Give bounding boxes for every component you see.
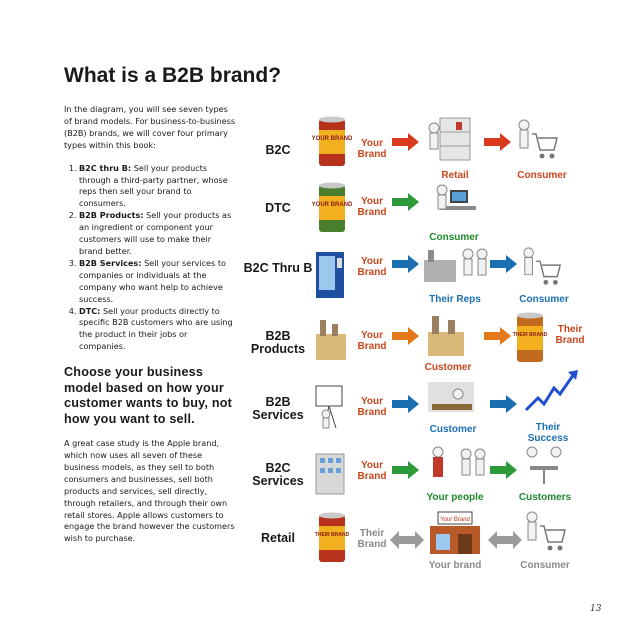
- row-label: B2C Thru B: [243, 261, 313, 275]
- list-item: 4. DTC: Sell your products directly to specific B2B customers who are using the product in their jobs or companies.: [79, 306, 236, 354]
- list-item: 2. B2B Products: Sell your products as an ingredient or component your customers will use to make their brand better.: [79, 210, 236, 258]
- page-title: What is a B2B brand?: [64, 64, 282, 87]
- row-label: B2B Products: [250, 329, 306, 356]
- row-label: B2B Services: [252, 395, 304, 422]
- row-b2c: [240, 112, 580, 181]
- brand-label: Your Brand: [357, 460, 387, 482]
- row-b2c-thru-b: [240, 244, 580, 310]
- arrow-right-icon: [392, 394, 420, 414]
- brand-type-list: [64, 163, 236, 354]
- intro-paragraph: In the diagram, you will see seven types of brand models. For business-to-business (B2B) brands, we will cover four primary types within this book:: [64, 104, 236, 150]
- arrow-right-icon: [490, 254, 518, 274]
- svg-text:THEIR BRAND: THEIR BRAND: [512, 332, 548, 338]
- brand-can-icon: [311, 116, 353, 168]
- row-label: B2C Services: [252, 461, 304, 488]
- row-b2b-services: [240, 376, 580, 442]
- brand-label: Your Brand: [357, 138, 387, 160]
- arrow-right-icon: [392, 192, 420, 212]
- retail-shelf-icon: [426, 114, 478, 164]
- shopping-cart-person-icon: [516, 118, 560, 164]
- svg-text:YOUR BRAND: YOUR BRAND: [311, 202, 353, 208]
- node-label: Their Brand: [555, 324, 585, 346]
- row-b2c-services: [240, 442, 580, 508]
- text-column: [64, 104, 236, 556]
- node-label: Their Success: [527, 422, 569, 444]
- storefront-icon: [426, 510, 484, 558]
- growth-arrow-icon: [524, 366, 580, 416]
- brand-label: Their Brand: [357, 528, 387, 550]
- node-label: Retail: [441, 170, 469, 181]
- factory-reps-icon: [422, 244, 494, 288]
- hotel-building-icon: [312, 446, 348, 498]
- factory-icon: [424, 312, 468, 360]
- brand-can-icon: [512, 312, 548, 364]
- vending-machine-icon: [314, 248, 346, 300]
- table-people-icon: [522, 444, 566, 490]
- service-people-icon: [426, 444, 492, 490]
- presenter-board-icon: [314, 380, 348, 432]
- row-dtc: [240, 178, 580, 244]
- factory-icon: [314, 314, 348, 366]
- svg-text:YOUR BRAND: YOUR BRAND: [311, 136, 353, 142]
- page-number: 13: [590, 604, 602, 614]
- node-label: Your people: [426, 492, 484, 503]
- shopping-cart-person-icon: [524, 510, 568, 556]
- node-label: Consumer: [517, 170, 567, 181]
- list-item: 1. B2C thru B: Sell your products through a third-party partner, whose reps then sell your brand to consumers.: [79, 163, 236, 211]
- arrow-right-icon: [392, 326, 420, 346]
- arrow-right-icon: [392, 132, 420, 152]
- double-arrow-icon: [390, 530, 424, 550]
- node-label: Their Reps: [429, 294, 481, 305]
- brand-label: Your Brand: [357, 196, 387, 218]
- row-label: DTC: [265, 201, 291, 215]
- arrow-right-icon: [484, 132, 512, 152]
- list-item: 3. B2B Services: Sell your services to companies or individuals at the company who want help to achieve success.: [79, 258, 236, 306]
- node-label: Consumer: [429, 232, 479, 243]
- brand-can-icon: [314, 512, 350, 564]
- node-label: Your brand: [428, 560, 482, 571]
- row-label: Retail: [260, 531, 296, 545]
- body-paragraph: A great case study is the Apple brand, which now uses all seven of these business models, as they sell to both consumers and businesses, sell both products and services, sell directly, through retailers, and through their own retail stores. Apple allows customers to engage the brand however the customers wish to purchase.: [64, 438, 235, 544]
- shopping-cart-person-icon: [520, 246, 564, 290]
- brand-label: Your Brand: [357, 396, 387, 418]
- node-label: Customer: [429, 424, 477, 435]
- subheading: Choose your business model based on how your customer wants to buy, not how you want to sell.: [64, 365, 232, 426]
- brand-model-diagram: [240, 106, 585, 576]
- row-retail: [240, 508, 580, 574]
- brand-label: Your Brand: [357, 256, 387, 278]
- arrow-right-icon: [392, 254, 420, 274]
- row-label: B2C: [265, 143, 291, 157]
- brand-label: Your Brand: [357, 330, 387, 352]
- arrow-right-icon: [490, 394, 518, 414]
- arrow-right-icon: [484, 326, 512, 346]
- node-label: Consumer: [520, 560, 570, 571]
- svg-text:Your Brand: Your Brand: [440, 517, 470, 523]
- arrow-right-icon: [392, 460, 420, 480]
- double-arrow-icon: [488, 530, 522, 550]
- brand-can-icon: [311, 182, 353, 234]
- arrow-right-icon: [490, 460, 518, 480]
- node-label: Customers: [518, 492, 572, 503]
- node-label: Consumer: [519, 294, 569, 305]
- node-label: Customer: [424, 362, 472, 373]
- svg-text:THEIR BRAND: THEIR BRAND: [314, 532, 350, 538]
- desk-computer-person-icon: [428, 180, 482, 226]
- office-desk-icon: [424, 378, 480, 424]
